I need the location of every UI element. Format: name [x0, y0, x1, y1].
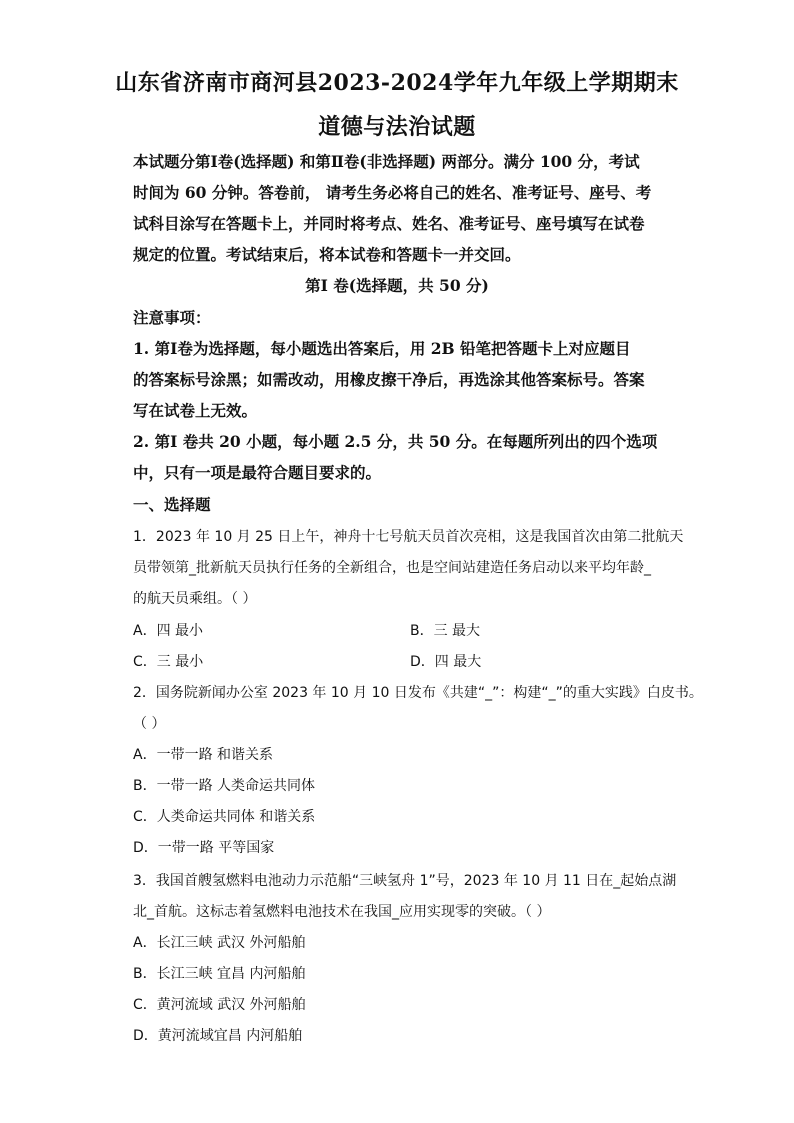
option-a: A．一带一路 和谐关系 — [133, 747, 274, 763]
question-text: （ ） — [133, 716, 166, 732]
question-text: 1．2023 年 10 月 25 日上午，神舟十七号航天员首次亮相，这是我国首次由第二批航天 — [133, 529, 684, 545]
option-c: C．三 最小 — [133, 654, 204, 670]
question-text: 2．国务院新闻办公室 2023 年 10 月 10 日发布《共建“_”：构建“_”的重大实践》白皮书。 — [133, 685, 703, 701]
option-c: C．人类命运共同体 和谐关系 — [133, 809, 316, 825]
notice-line: 1. 第Ⅰ卷为选择题，每小题选出答案后，用 2B 铅笔把答题卡上对应题目 — [133, 339, 631, 358]
notice-line: 2. 第Ⅰ 卷共 20 小题，每小题 2.5 分，共 50 分。在每题所列出的四个选项 — [133, 432, 658, 451]
option-c: C．黄河流域 武汉 外河船舶 — [133, 997, 306, 1013]
question-text: 员带领第_批新航天员执行任务的全新组合，也是空间站建造任务启动以来平均年龄_ — [133, 560, 651, 576]
intro-line: 本试题分第Ⅰ卷(选择题) 和第Ⅱ卷(非选择题) 两部分。满分 100 分，考试 — [133, 152, 640, 171]
question-text: 的航天员乘组。（ ） — [133, 591, 257, 607]
exam-title-line-1: 山东省济南市商河县2023-2024学年九年级上学期期末 — [115, 70, 679, 96]
option-b: B．一带一路 人类命运共同体 — [133, 778, 316, 794]
question-text: 北_首航。这标志着氢燃料电池技术在我国_应用实现零的突破。（ ） — [133, 904, 551, 920]
exam-title-line-2: 道德与法治试题 — [318, 114, 476, 140]
option-a: A．四 最小 — [133, 623, 204, 639]
notice-line: 的答案标号涂黑；如需改动，用橡皮擦干净后，再选涂其他答案标号。答案 — [133, 370, 645, 389]
option-b: B．长江三峡 宜昌 内河船舶 — [133, 966, 306, 982]
notice-line: 中，只有一项是最符合题目要求的。 — [133, 463, 382, 482]
notice-line: 写在试卷上无效。 — [133, 401, 258, 420]
option-d: D．黄河流域宜昌 内河船舶 — [133, 1028, 303, 1044]
notice-heading: 注意事项： — [133, 308, 211, 327]
intro-line: 规定的位置。考试结束后，将本试卷和答题卡一并交回。 — [133, 245, 521, 264]
option-b: B．三 最大 — [410, 623, 481, 639]
option-d: D．四 最大 — [410, 654, 482, 670]
intro-line: 时间为 60 分钟。答卷前， 请考生务必将自己的姓名、准考证号、座号、考 — [133, 183, 652, 202]
option-d: D．一带一路 平等国家 — [133, 840, 275, 856]
intro-line: 试科目涂写在答题卡上，并同时将考点、姓名、准考证号、座号填写在试卷 — [133, 214, 645, 233]
option-a: A．长江三峡 武汉 外河船舶 — [133, 935, 306, 951]
section-title: 第Ⅰ 卷(选择题，共 50 分) — [305, 276, 489, 295]
part-heading: 一、选择题 — [133, 495, 211, 514]
question-text: 3．我国首艘氢燃料电池动力示范船“三峡氢舟 1”号，2023 年 10 月 11 日在_起始点湖 — [133, 873, 677, 889]
